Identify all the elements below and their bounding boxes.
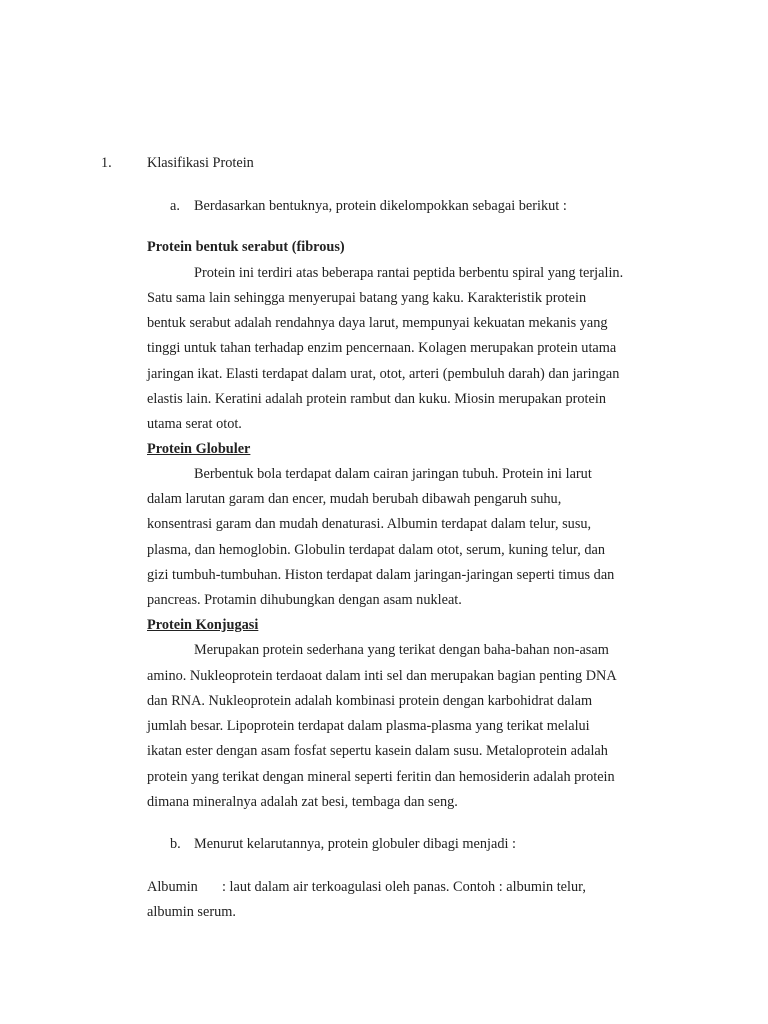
albumin-continuation: albumin serum. <box>147 904 236 920</box>
globuler-line: gizi tumbuh-tumbuhan. Histon terdapat dalam jaringan-jaringan seperti timus dan <box>147 567 615 583</box>
globuler-line: konsentrasi garam dan mudah denaturasi. Albumin terdapat dalam telur, susu, <box>147 516 592 532</box>
konjugasi-line: amino. Nukleoprotein terdaoat dalam inti sel dan merupakan bagian penting DNA <box>147 668 617 684</box>
globuler-line: dalam larutan garam dan encer, mudah berubah dibawah pengaruh suhu, <box>147 491 562 507</box>
item-a-text: Berdasarkan bentuknya, protein dikelompokkan sebagai berikut : <box>194 198 567 214</box>
fibrous-line: elastis lain. Keratini adalah protein rambut dan kuku. Miosin merupakan protein <box>147 391 606 407</box>
section-title: Klasifikasi Protein <box>147 155 254 171</box>
globuler-line: plasma, dan hemoglobin. Globulin terdapat dalam otot, serum, kuning telur, dan <box>147 542 606 558</box>
fibrous-line: bentuk serabut adalah rendahnya daya larut, mempunyai kekuatan mekanis yang <box>147 315 608 331</box>
konjugasi-line: Merupakan protein sederhana yang terikat dengan baha-bahan non-asam <box>194 642 609 658</box>
globuler-heading: Protein Globuler <box>147 441 251 457</box>
fibrous-line: Protein ini terdiri atas beberapa rantai peptida berbentu spiral yang terjalin. <box>194 265 624 281</box>
section-number: 1. <box>101 155 112 171</box>
fibrous-line: utama serat otot. <box>147 416 242 432</box>
item-a-marker: a. <box>170 198 180 214</box>
albumin-definition: : laut dalam air terkoagulasi oleh panas. Contoh : albumin telur, <box>222 879 586 895</box>
fibrous-line: jaringan ikat. Elasti terdapat dalam urat, otot, arteri (pembuluh darah) dan jaringan <box>147 366 620 382</box>
konjugasi-line: dan RNA. Nukleoprotein adalah kombinasi protein dengan karbohidrat dalam <box>147 693 593 709</box>
item-b-marker: b. <box>170 836 181 852</box>
konjugasi-line: jumlah besar. Lipoprotein terdapat dalam plasma-plasma yang terikat melalui <box>147 718 590 734</box>
konjugasi-heading: Protein Konjugasi <box>147 617 259 633</box>
konjugasi-line: protein yang terikat dengan mineral seperti feritin dan hemosiderin adalah protein <box>147 769 615 785</box>
albumin-term: Albumin <box>147 879 198 895</box>
konjugasi-line: dimana mineralnya adalah zat besi, tembaga dan seng. <box>147 794 458 810</box>
fibrous-line: Satu sama lain sehingga menyerupai batang yang kaku. Karakteristik protein <box>147 290 587 306</box>
item-b-text: Menurut kelarutannya, protein globuler dibagi menjadi : <box>194 836 516 852</box>
globuler-line: pancreas. Protamin dihubungkan dengan asam nukleat. <box>147 592 462 608</box>
globuler-line: Berbentuk bola terdapat dalam cairan jaringan tubuh. Protein ini larut <box>194 466 592 482</box>
fibrous-heading: Protein bentuk serabut (fibrous) <box>147 239 345 255</box>
fibrous-line: tinggi untuk tahan terhadap enzim pencernaan. Kolagen merupakan protein utama <box>147 340 617 356</box>
konjugasi-line: ikatan ester dengan asam fosfat sepertu kasein dalam susu. Metaloprotein adalah <box>147 743 608 759</box>
